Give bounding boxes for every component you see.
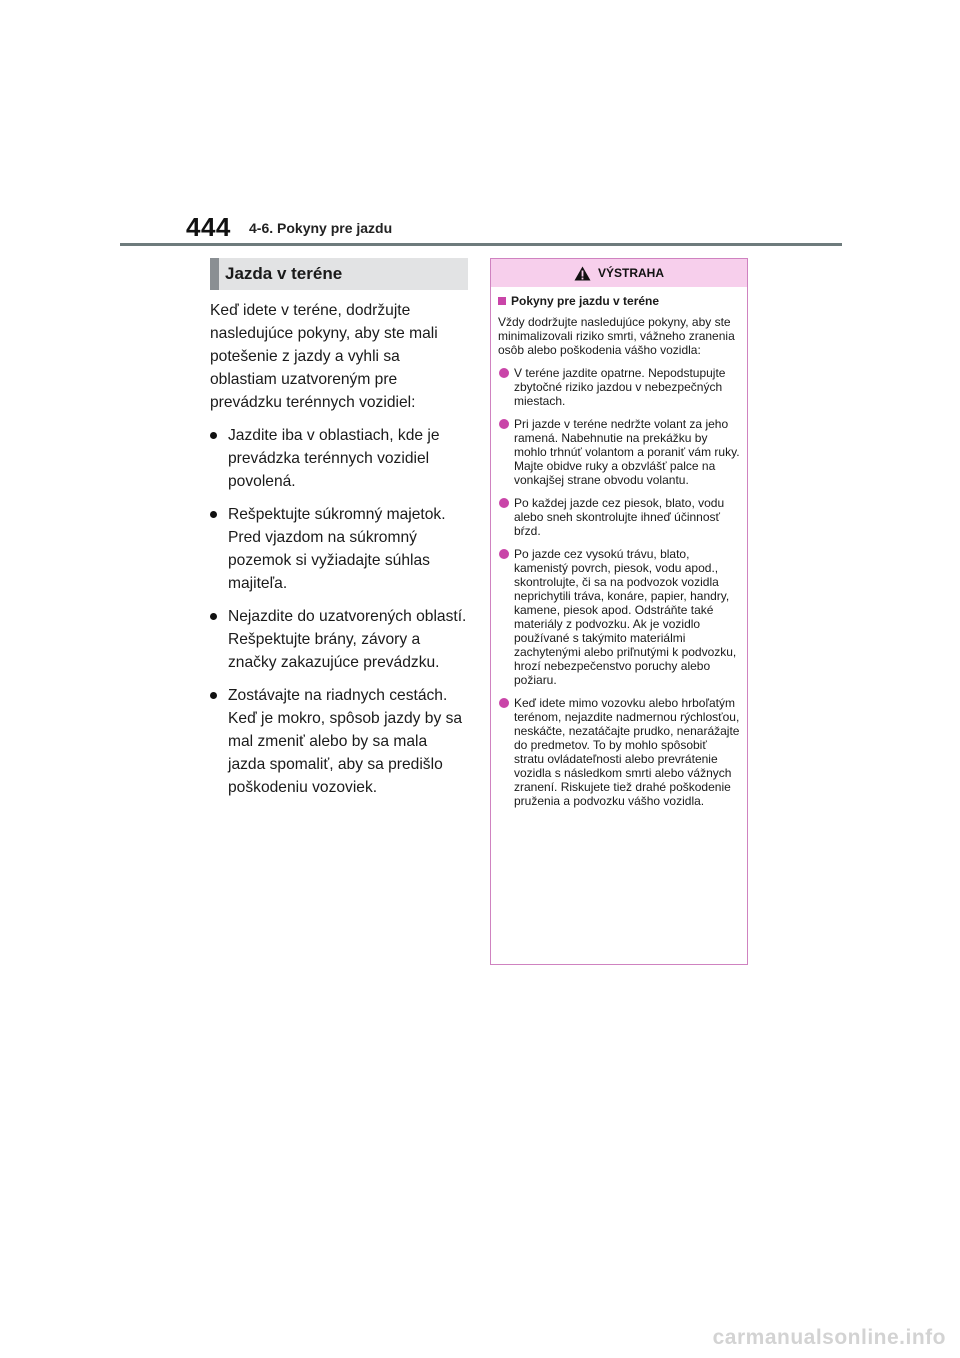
list-item-text: Keď idete mimo vozovku alebo hrboľatým terénom, nejazdite nadmernou rýchlosťou, neskáčte, nezatáčajte prudko, nenarážajte do predmetov. To by mohlo spôsobiť stratu ovládateľnosti alebo prevrátenie vozidla s následkom smrti alebo vážnych zranení. Riskujete tiež drahé poškodenie pruženia a podvozku vášho vozidla.: [514, 696, 740, 808]
intro-text: Keď idete v teréne, dodržujte nasledujúce pokyny, aby ste mali potešenie z jazdy a vyhli sa oblastiam uzatvoreným pre prevádzku terénnych vozidiel:: [210, 302, 438, 411]
list-item: [498, 547, 740, 687]
circle-bullet-icon: [499, 419, 509, 429]
warning-header: [491, 259, 747, 287]
warning-triangle-icon: [574, 266, 591, 281]
list-item: Nejazdite do uzatvorených oblastí. Rešpektujte brány, závory a značky zakazujúce prevádzku.: [210, 605, 468, 674]
warning-list: [498, 366, 740, 808]
list-item: [498, 417, 740, 487]
list-item-text: Pri jazde v teréne nedržte volant za jeho ramená. Nabehnutie na prekážku by mohlo trhnúť volantom a poraniť vám ruky. Majte obidve ruky a obzvlášť palce na vonkajšej strane obvodu volantu.: [514, 417, 740, 487]
bullet-list: [210, 424, 468, 799]
list-item: Rešpektujte súkromný majetok. Pred vjazdom na súkromný pozemok si vyžiadajte súhlas majiteľa.: [210, 503, 468, 595]
list-item-text: V teréne jazdite opatrne. Nepodstupujte zbytočné riziko jazdou v nebezpečných miestach.: [514, 366, 726, 408]
list-item-text: Po jazde cez vysokú trávu, blato, kamenistý povrch, piesok, vodu apod., skontrolujte, či sa na podvozok vozidla neprichytili tráva, konáre, papier, handry, kamene, piesok apod. Odstráňte také materiály z podvozku. Ak je vozidlo používané s takýmito materiálmi zachytenými alebo priľnutými k podvozku, hrozí nebezpečenstvo poruchy alebo požiaru.: [514, 547, 737, 687]
list-item: [498, 696, 740, 808]
warning-box: [490, 258, 748, 965]
page-number: 444: [186, 212, 231, 242]
list-item: [498, 366, 740, 408]
section-heading: [210, 258, 468, 290]
circle-bullet-icon: [499, 498, 509, 508]
section-title: 4-6. Pokyny pre jazdu: [249, 220, 393, 236]
circle-bullet-icon: [499, 368, 509, 378]
square-bullet-icon: [498, 297, 506, 305]
list-item: Zostávajte na riadnych cestách. Keď je mokro, spôsob jazdy by sa mal zmeniť alebo by sa mala jazda spomaliť, aby sa predišlo poškodeniu vozoviek.: [210, 684, 468, 799]
watermark: carmanualsonline.info: [712, 1326, 946, 1349]
circle-bullet-icon: [499, 698, 509, 708]
warning-subheading-label: Pokyny pre jazdu v teréne: [511, 294, 660, 308]
left-column: [210, 258, 468, 799]
header-rule: [120, 243, 842, 246]
list-item-text: Po každej jazde cez piesok, blato, vodu alebo sneh skontrolujte ihneď účinnosť bŕzd.: [514, 496, 725, 538]
warning-intro: Vždy dodržujte nasledujúce pokyny, aby ste minimalizovali riziko smrti, vážneho zranenia osôb alebo poškodenia vášho vozidla:: [498, 315, 735, 357]
list-item: [498, 496, 740, 538]
circle-bullet-icon: [499, 549, 509, 559]
warning-title: VÝSTRAHA: [597, 266, 664, 280]
section-heading-label: Jazda v teréne: [225, 264, 343, 283]
warning-subheading: [498, 294, 740, 308]
list-item: Jazdite iba v oblastiach, kde je prevádzka terénnych vozidiel povolená.: [210, 424, 468, 493]
